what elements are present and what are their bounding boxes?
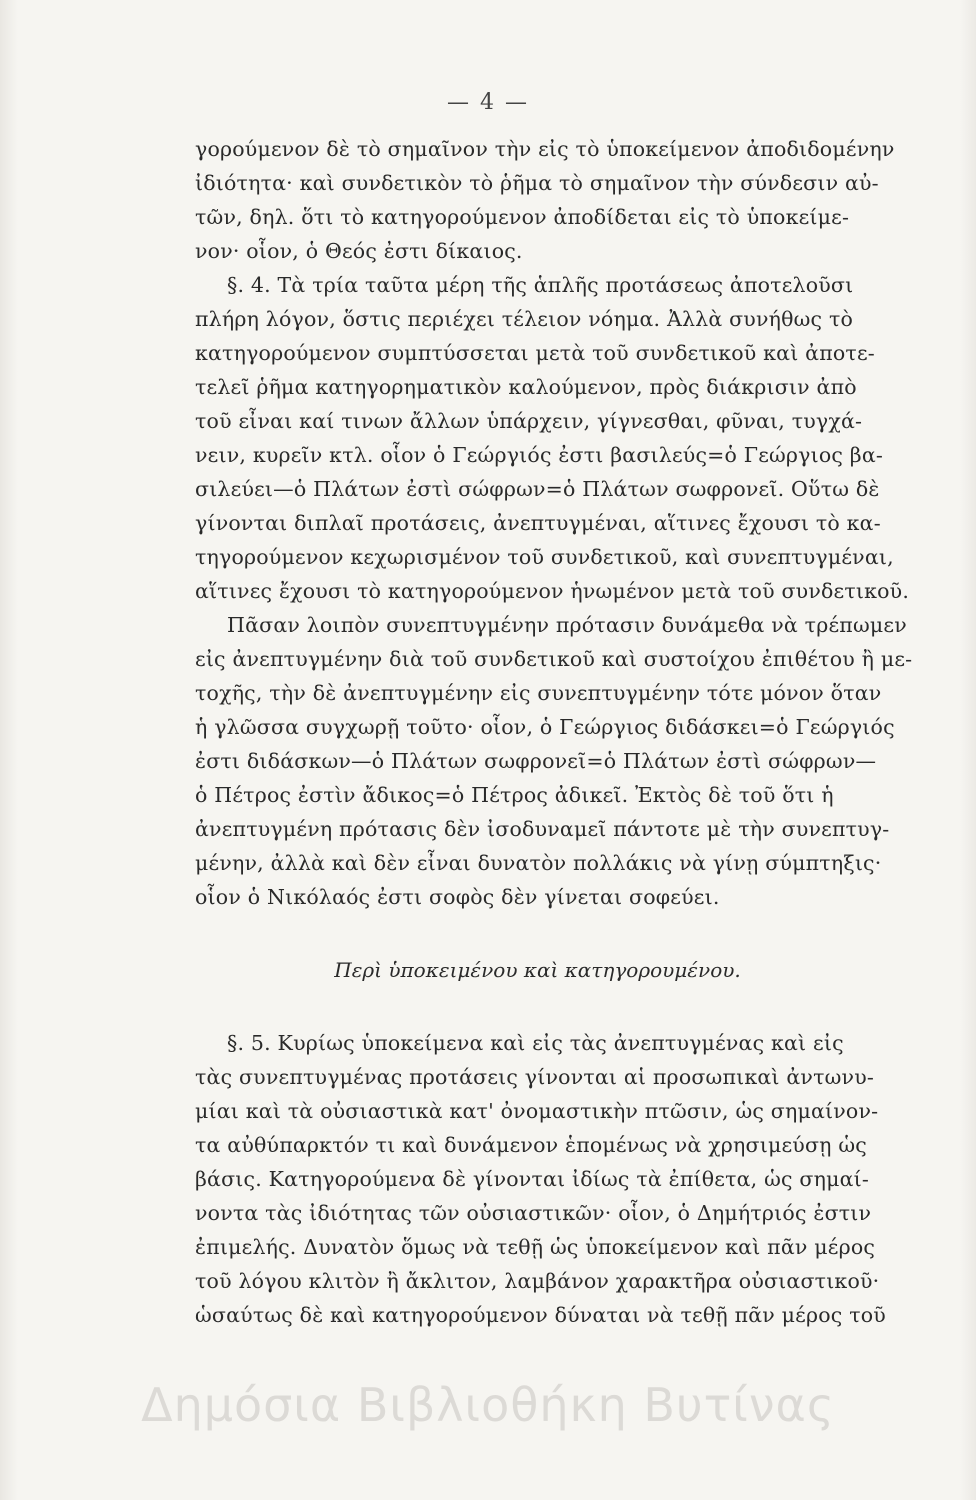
page-number: — 4 —	[447, 90, 529, 115]
text-line: γίνονται διπλαῖ προτάσεις, ἀνεπτυγμέναι, αἵτινες ἔχουσι τὸ κα-	[195, 511, 881, 535]
text-line: αἵτινες ἔχουσι τὸ κατηγορούμενον ἡνωμένον μετὰ τοῦ συνδετικοῦ.	[195, 579, 910, 603]
text-line: νον· οἷον, ὁ Θεός ἐστι δίκαιος.	[195, 239, 523, 263]
text-line: ὡσαύτως δὲ καὶ κατηγορούμενον δύναται νὰ τεθῇ πᾶν μέρος τοῦ	[195, 1303, 886, 1327]
text-line: ἐστι διδάσκων—ὁ Πλάτων σωφρονεῖ=ὁ Πλάτων ἐστὶ σώφρων—	[195, 749, 877, 773]
text-line: Πᾶσαν λοιπὸν συνεπτυγμένην πρότασιν δυνάμεθα νὰ τρέπωμεν	[227, 613, 907, 637]
text-line: κατηγορούμενον συμπτύσσεται μετὰ τοῦ συνδετικοῦ καὶ ἀποτε-	[195, 341, 875, 365]
text-line: ἰδιότητα· καὶ συνδετικὸν τὸ ῥῆμα τὸ σημαῖνον τὴν σύνδεσιν αὐ-	[195, 171, 879, 195]
body-text	[195, 132, 940, 1332]
text-line: τοχῆς, τὴν δὲ ἀνεπτυγμένην εἰς συνεπτυγμένην τότε μόνον ὅταν	[195, 681, 882, 705]
text-line: ὁ Πέτρος ἐστὶν ἄδικος=ὁ Πέτρος ἀδικεῖ. Ἐκτὸς δὲ τοῦ ὅτι ἡ	[195, 783, 834, 807]
text-line: οἷον ὁ Νικόλαός ἐστι σοφὸς δὲν γίνεται σοφεύει.	[195, 885, 720, 909]
text-line: ἡ γλῶσσα συγχωρῇ τοῦτο· οἷον, ὁ Γεώργιος διδάσκει=ὁ Γεώργιός	[195, 715, 895, 739]
text-line: νοντα τὰς ἰδιότητας τῶν οὐσιαστικῶν· οἷον, ὁ Δημήτριός ἐστιν	[195, 1201, 872, 1225]
text-line: βάσις. Κατηγορούμενα δὲ γίνονται ἰδίως τὰ ἐπίθετα, ὡς σημαί-	[195, 1167, 870, 1191]
text-line: σιλεύει—ὁ Πλάτων ἐστὶ σώφρων=ὁ Πλάτων σωφρονεῖ. Οὕτω δὲ	[195, 477, 880, 501]
text-line: μίαι καὶ τὰ οὐσιαστικὰ κατ' ὀνομαστικὴν πτῶσιν, ὡς σημαίνον-	[195, 1099, 879, 1123]
spacer	[195, 914, 940, 948]
text-line: τα αὐθύπαρκτόν τι καὶ δυνάμενον ἑπομένως νὰ χρησιμεύσῃ ὡς	[195, 1133, 867, 1157]
text-line: τηγορούμενον κεχωρισμένον τοῦ συνδετικοῦ, καὶ συνεπτυγμέναι,	[195, 545, 894, 569]
text-line: τὰς συνεπτυγμένας προτάσεις γίνονται αἱ προσωπικαὶ ἀντωνυ-	[195, 1065, 875, 1089]
text-line: μένην, ἀλλὰ καὶ δὲν εἶναι δυνατὸν πολλάκις νὰ γίνῃ σύμπτηξις·	[195, 851, 882, 875]
section-heading: Περὶ ὑποκειμένου καὶ κατηγορουμένου.	[334, 958, 741, 982]
text-line: πλήρη λόγον, ὅστις περιέχει τέλειον νόημα. Ἀλλὰ συνήθως τὸ	[195, 307, 854, 331]
text-line: ἐπιμελής. Δυνατὸν ὅμως νὰ τεθῇ ὡς ὑποκείμενον καὶ πᾶν μέρος	[195, 1235, 876, 1259]
text-line: τελεῖ ῥῆμα κατηγορηματικὸν καλούμενον, πρὸς διάκρισιν ἀπὸ	[195, 375, 857, 399]
library-watermark: Δημόσια Βιβλιοθήκη Βυτίνας	[141, 1378, 835, 1432]
text-line: τοῦ εἶναι καί τινων ἄλλων ὑπάρχειν, γίγνεσθαι, φῦναι, τυγχά-	[195, 409, 863, 433]
text-line: §. 5. Κυρίως ὑποκείμενα καὶ εἰς τὰς ἀνεπτυγμένας καὶ εἰς	[227, 1031, 844, 1055]
text-line: ἀνεπτυγμένη πρότασις δὲν ἰσοδυναμεῖ πάντοτε μὲ τὴν συνεπτυγ-	[195, 817, 890, 841]
text-line: νειν, κυρεῖν κτλ. οἷον ὁ Γεώργιός ἐστι βασιλεύς=ὁ Γεώργιος βα-	[195, 443, 884, 467]
spacer	[195, 992, 940, 1026]
text-line: §. 4. Τὰ τρία ταῦτα μέρη τῆς ἁπλῆς προτάσεως ἀποτελοῦσι	[227, 273, 854, 297]
text-line: τοῦ λόγου κλιτὸν ἢ ἄκλιτον, λαμβάνον χαρακτῆρα οὐσιαστικοῦ·	[195, 1269, 880, 1293]
text-line: εἰς ἀνεπτυγμένην διὰ τοῦ συνδετικοῦ καὶ συστοίχου ἐπιθέτου ἢ με-	[195, 647, 913, 671]
text-line: τῶν, δηλ. ὅτι τὸ κατηγορούμενον ἀποδίδεται εἰς τὸ ὑποκείμε-	[195, 205, 850, 229]
text-line: γορούμενον δὲ τὸ σημαῖνον τὴν εἰς τὸ ὑποκείμενον ἀποδιδομένην	[195, 137, 895, 161]
